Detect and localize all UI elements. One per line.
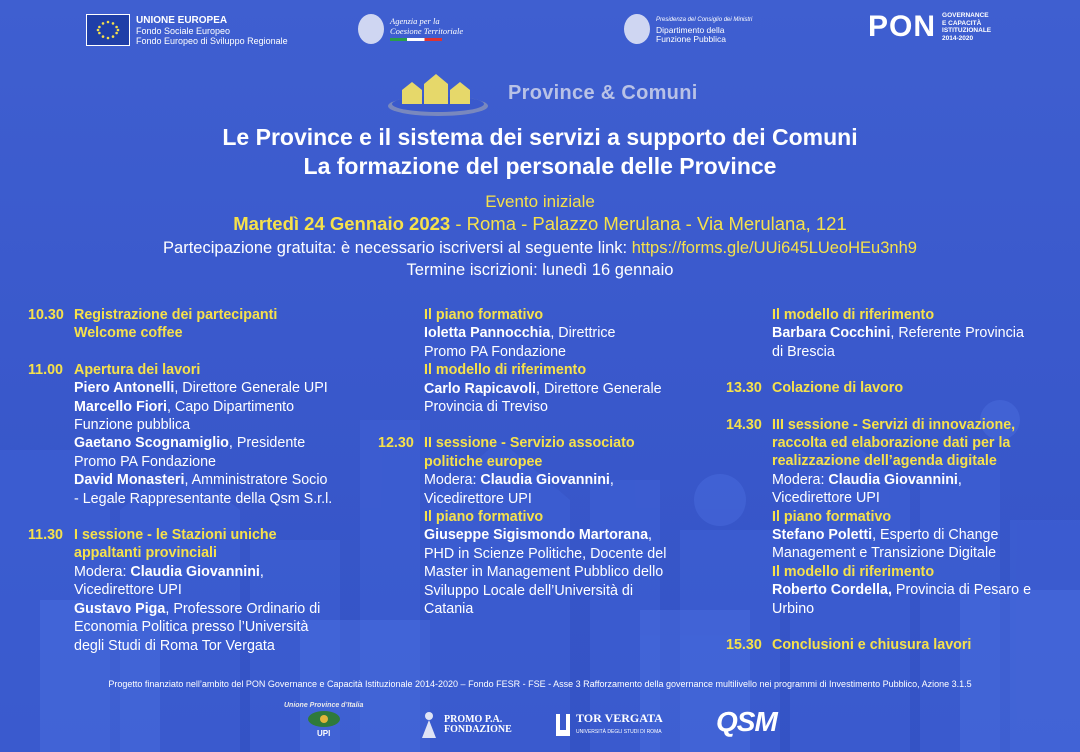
agenda-time: 15.30: [726, 637, 762, 654]
agenda-item-session-2: [378, 434, 708, 618]
event-date-place: [0, 213, 1080, 235]
upi-text: UPI: [317, 729, 331, 738]
agenda-title: Welcome coffee: [74, 325, 183, 342]
pon-line4: 2014-2020: [942, 34, 974, 42]
pon-line1: GOVERNANCE: [942, 12, 989, 19]
speaker-role: Catania: [424, 601, 474, 618]
speaker-name: Claudia Giovannini: [480, 472, 610, 489]
qsm-logo: QSM: [716, 706, 777, 737]
agenda-subtitle: Il piano formativo: [424, 509, 544, 526]
eu-line1: Fondo Sociale Europeo: [136, 25, 231, 36]
speaker-role: Vicedirettore UPI: [424, 490, 532, 507]
event-label: Evento iniziale: [485, 192, 595, 211]
speaker-role: Master in Management Pubblico dello: [424, 564, 664, 581]
agenda-title: I sessione - le Stazioni uniche: [74, 527, 277, 544]
promo-line1: PROMO P.A.: [444, 714, 503, 725]
agenda-item-opening: [28, 361, 358, 508]
speaker-role: Promo PA Fondazione: [424, 343, 566, 360]
speaker-role: Management e Transizione Digitale: [772, 545, 997, 562]
pon-line2: E CAPACITÀ: [942, 19, 982, 27]
eu-title: UNIONE EUROPEA: [136, 14, 228, 26]
moderator-label: Modera:: [74, 563, 131, 580]
agenda-time: 13.30: [726, 380, 762, 397]
agenda-title: Apertura dei lavori: [74, 361, 201, 378]
pon-logo: [868, 12, 991, 42]
speaker-name: Ioletta Pannocchia: [424, 325, 551, 342]
agenda-title: III sessione - Servizi di innovazione,: [772, 416, 1016, 433]
program-column-1: [28, 306, 358, 655]
speaker-name: Barbara Cocchini: [772, 325, 891, 342]
speaker-name: Marcello Fiori: [74, 398, 167, 415]
promo-pa-figure-icon: [418, 710, 440, 740]
registration-deadline: Termine iscrizioni: lunedì 16 gennaio: [406, 261, 674, 279]
agency-logo: [358, 14, 463, 44]
upi-logo: [284, 702, 363, 738]
agenda-item-session-1: [28, 526, 358, 655]
agenda-time: 11.00: [28, 361, 63, 378]
speaker-role: Promo PA Fondazione: [74, 453, 216, 470]
speaker-role: , Direttore Generale UPI: [174, 380, 328, 397]
department-line1: Presidenza del Consiglio dei Ministri: [656, 17, 753, 23]
moderator-label: Modera:: [772, 471, 829, 488]
agenda-title: politiche europee: [424, 453, 543, 470]
page-title-line2: La formazione del personale delle Province: [303, 153, 777, 179]
agenda-title: Registrazione dei partecipanti: [74, 307, 278, 323]
eu-line2: Fondo Europeo di Sviluppo Regionale: [136, 35, 288, 46]
speaker-role: Provincia di Pesaro e: [891, 582, 1032, 599]
department-line2: Dipartimento della: [656, 24, 725, 35]
agenda-time: 14.30: [726, 416, 762, 433]
speaker-name: Gaetano Scognamiglio: [74, 435, 229, 452]
speaker-role: degli Studi di Roma Tor Vergata: [74, 637, 275, 654]
eu-logo: [86, 14, 288, 46]
pon-mark: PON: [868, 10, 937, 43]
eu-flag-icon: [86, 14, 130, 46]
pon-line3: ISTITUZIONALE: [942, 27, 992, 34]
speaker-role: Vicedirettore UPI: [772, 490, 880, 507]
promo-line2: FONDAZIONE: [444, 724, 512, 735]
speaker-role: ,: [648, 527, 653, 544]
agenda-title: appaltanti provinciali: [74, 545, 217, 562]
tor-vergata-mark-icon: [554, 712, 572, 738]
speaker-role: ,: [957, 471, 962, 488]
agenda-item-registration: [28, 306, 358, 343]
speaker-role: , Referente Provincia: [890, 325, 1024, 342]
speaker-name: Stefano Poletti: [772, 527, 873, 544]
tor-vergata-logo: [554, 712, 663, 738]
agenda-title: raccolta ed elaborazione dati per la: [772, 435, 1011, 452]
upi-emblem-icon: [306, 709, 342, 729]
funding-note: Progetto finanziato nell’ambito del PON Governance e Capacità Istituzionale 2014-2020 – Fondo FESR - FSE - Asse 3 Rafforzamento della governance multilivello nei programmi di Investimento Pubblico, Azione 3.1.5: [108, 679, 972, 689]
agenda-item-lunch: [726, 379, 1066, 397]
agenda-subtitle: Il piano formativo: [424, 307, 544, 323]
speaker-name: Claudia Giovannini: [828, 471, 958, 488]
speaker-role: Sviluppo Locale dell’Università di: [424, 582, 634, 599]
agenda-time: 11.30: [28, 527, 63, 544]
speaker-role: Urbino: [772, 600, 815, 617]
program-column-2: [378, 306, 708, 619]
promo-pa-logo: [418, 710, 512, 740]
speaker-role: ,: [259, 563, 264, 580]
speaker-role: di Brescia: [772, 343, 835, 360]
speaker-role: PHD in Scienze Politiche, Docente del: [424, 545, 667, 562]
republic-emblem-icon: [358, 14, 384, 44]
italian-flag-stripe-icon: [390, 38, 442, 41]
project-logo-text: Province & Comuni: [508, 82, 698, 104]
speaker-name: Claudia Giovannini: [130, 563, 260, 580]
speaker-role: - Legale Rappresentante della Qsm S.r.l.: [74, 490, 333, 507]
speaker-name: Roberto Cordella,: [772, 582, 892, 599]
agenda-title: II sessione - Servizio associato: [424, 435, 635, 452]
event-date: Martedì 24 Gennaio 2023: [233, 213, 451, 234]
department-line3: Funzione Pubblica: [656, 34, 726, 44]
tor-vergata-text: TOR VERGATA: [576, 710, 663, 725]
speaker-role: Funzione pubblica: [74, 417, 191, 434]
agenda-time: 10.30: [28, 307, 64, 323]
republic-emblem-icon-2: [624, 14, 650, 44]
speaker-role: , Presidente: [228, 435, 306, 452]
page-title-line1: Le Province e il sistema dei servizi a supporto dei Comuni: [222, 124, 858, 150]
upi-top-text: Unione Province d’Italia: [284, 702, 364, 709]
speaker-name: Gustavo Piga: [74, 600, 166, 617]
tor-vergata-sub: UNIVERSITÀ DEGLI STUDI DI ROMA: [576, 728, 662, 735]
speaker-role: , Professore Ordinario di: [165, 600, 321, 617]
event-place: - Roma - Palazzo Merulana - Via Merulana, 121: [450, 213, 847, 234]
agenda-subtitle: Il piano formativo: [772, 508, 892, 525]
agency-line2: Coesione Territoriale: [390, 25, 464, 36]
province-comuni-logo-icon: [386, 70, 490, 120]
agency-line1: Agenzia per la: [390, 16, 440, 26]
speaker-name: Carlo Rapicavoli: [424, 380, 537, 397]
speaker-role: , Direttrice: [550, 325, 616, 342]
agenda-item-closing: [726, 636, 1066, 654]
agenda-item-session-3: [726, 416, 1066, 618]
agenda-title: Conclusioni e chiusura lavori: [772, 637, 972, 654]
speaker-name: Piero Antonelli: [74, 380, 175, 397]
speaker-role: ,: [609, 472, 614, 489]
speaker-role: Economia Politica presso l’Università: [74, 619, 309, 636]
agenda-title: realizzazione dell’agenda digitale: [772, 453, 997, 470]
speaker-role: , Direttore Generale: [536, 380, 662, 397]
agenda-subtitle: Il modello di riferimento: [424, 362, 587, 379]
program-column-3: [726, 306, 1066, 655]
speaker-role: , Amministratore Socio: [184, 472, 328, 489]
speaker-name: Giuseppe Sigismondo Martorana: [424, 527, 649, 544]
speaker-role: , Esperto di Change: [872, 527, 999, 544]
speaker-role: Provincia di Treviso: [424, 399, 548, 416]
registration-line: [0, 239, 1080, 258]
agenda-time: 12.30: [378, 435, 414, 452]
speaker-role: Vicedirettore UPI: [74, 582, 182, 599]
moderator-label: Modera:: [424, 472, 481, 489]
speaker-role: , Capo Dipartimento: [166, 398, 295, 415]
department-logo: [624, 14, 752, 45]
registration-link[interactable]: https://forms.gle/UUi645LUeoHEu3nh9: [631, 239, 917, 257]
agenda-subtitle: Il modello di riferimento: [772, 307, 935, 323]
agenda-title: Colazione di lavoro: [772, 380, 904, 397]
registration-text: Partecipazione gratuita: è necessario iscriversi al seguente link:: [163, 239, 632, 257]
agenda-subtitle: Il modello di riferimento: [772, 563, 935, 580]
speaker-name: David Monasteri: [74, 472, 185, 489]
